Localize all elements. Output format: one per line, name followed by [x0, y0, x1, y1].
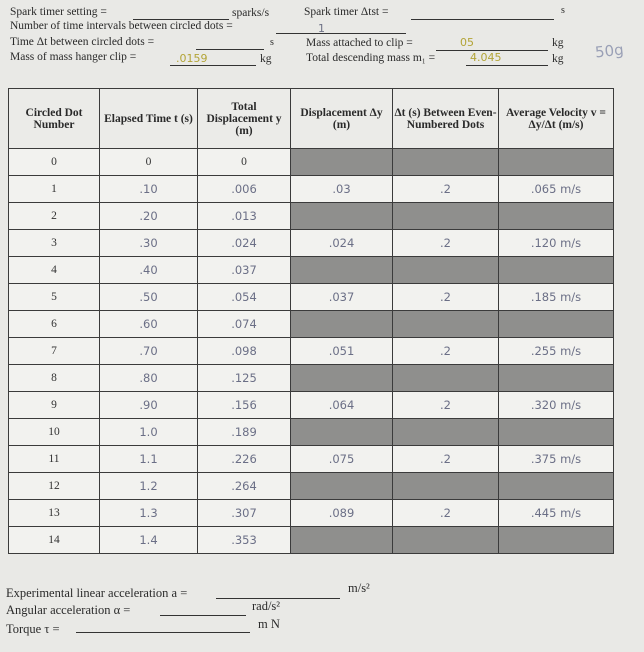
intervals-blank[interactable]	[276, 33, 406, 34]
average-velocity-cell[interactable]	[499, 257, 614, 284]
elapsed-time-cell[interactable]: .20	[100, 203, 198, 230]
average-velocity-cell[interactable]	[499, 311, 614, 338]
time-dt-unit: s	[270, 37, 274, 48]
delta-t-cell[interactable]	[393, 311, 499, 338]
delta-t-cell[interactable]: .2	[393, 338, 499, 365]
average-velocity-cell[interactable]	[499, 149, 614, 176]
dot-number-cell[interactable]: 5	[9, 284, 100, 311]
header-total-displacement: Total Displacement y (m)	[198, 89, 291, 149]
mass-clip-label: Mass attached to clip =	[306, 37, 413, 49]
displacement-cell[interactable]	[291, 149, 393, 176]
angular-accel-unit: rad/s²	[252, 599, 281, 613]
total-mass-value: 4.045	[470, 51, 502, 64]
torque-label: Torque τ =	[6, 622, 60, 636]
average-velocity-cell[interactable]	[499, 527, 614, 554]
total-displacement-cell[interactable]: .307	[198, 500, 291, 527]
average-velocity-cell[interactable]: .185 m/s	[499, 284, 614, 311]
table-header-row	[9, 89, 614, 149]
average-velocity-cell[interactable]: .320 m/s	[499, 392, 614, 419]
elapsed-time-cell[interactable]: .80	[100, 365, 198, 392]
mass-clip-value: 05	[460, 36, 474, 49]
table-body	[9, 149, 614, 554]
mass-hanger-unit: kg	[260, 53, 272, 65]
displacement-cell[interactable]: .051	[291, 338, 393, 365]
dot-number-cell[interactable]: 12	[9, 473, 100, 500]
header-delta-t: Δt (s) Between Even-Numbered Dots	[393, 89, 499, 149]
dot-number-cell[interactable]: 7	[9, 338, 100, 365]
torque-unit: m N	[258, 617, 280, 631]
delta-t-cell[interactable]: .2	[393, 176, 499, 203]
displacement-cell[interactable]: .037	[291, 284, 393, 311]
total-displacement-cell[interactable]: .353	[198, 527, 291, 554]
total-displacement-cell[interactable]: .013	[198, 203, 291, 230]
spark-timer-dt-unit: s	[561, 5, 565, 16]
total-displacement-cell[interactable]: .226	[198, 446, 291, 473]
average-velocity-cell[interactable]: .120 m/s	[499, 230, 614, 257]
delta-t-cell[interactable]	[393, 473, 499, 500]
table-row	[9, 473, 614, 500]
total-displacement-cell[interactable]: 0	[198, 149, 291, 176]
table-row	[9, 500, 614, 527]
spark-timer-dt-blank[interactable]	[411, 19, 554, 20]
average-velocity-cell[interactable]: .065 m/s	[499, 176, 614, 203]
table-row	[9, 527, 614, 554]
delta-t-cell[interactable]: .2	[393, 446, 499, 473]
dot-number-cell[interactable]: 6	[9, 311, 100, 338]
delta-t-cell[interactable]	[393, 203, 499, 230]
displacement-cell[interactable]	[291, 257, 393, 284]
linear-accel-unit: m/s²	[348, 581, 370, 595]
elapsed-time-cell[interactable]: 1.2	[100, 473, 198, 500]
table-row	[9, 149, 614, 176]
intervals-value: 1	[318, 22, 325, 35]
elapsed-time-cell[interactable]: 1.0	[100, 419, 198, 446]
displacement-cell[interactable]: .064	[291, 392, 393, 419]
delta-t-cell[interactable]	[393, 365, 499, 392]
table-row	[9, 311, 614, 338]
spark-timer-dt-label: Spark timer Δtst =	[304, 6, 389, 18]
total-mass-label: Total descending mass m₁ =	[306, 52, 436, 64]
displacement-cell[interactable]	[291, 527, 393, 554]
displacement-cell[interactable]	[291, 365, 393, 392]
dot-number-cell[interactable]: 1	[9, 176, 100, 203]
delta-t-cell[interactable]: .2	[393, 392, 499, 419]
total-displacement-cell[interactable]: .024	[198, 230, 291, 257]
average-velocity-cell[interactable]	[499, 203, 614, 230]
displacement-cell[interactable]	[291, 473, 393, 500]
dot-number-cell[interactable]: 4	[9, 257, 100, 284]
delta-t-cell[interactable]	[393, 257, 499, 284]
header-dot-number: Circled Dot Number	[9, 89, 100, 149]
time-dt-blank[interactable]	[196, 49, 264, 50]
margin-note: 50g	[594, 40, 625, 62]
elapsed-time-cell[interactable]: 1.4	[100, 527, 198, 554]
dot-number-cell[interactable]: 0	[9, 149, 100, 176]
elapsed-time-cell[interactable]: 0	[100, 149, 198, 176]
dot-number-cell[interactable]: 3	[9, 230, 100, 257]
average-velocity-cell[interactable]	[499, 365, 614, 392]
dot-number-cell[interactable]: 9	[9, 392, 100, 419]
dot-number-cell[interactable]: 14	[9, 527, 100, 554]
delta-t-cell[interactable]	[393, 419, 499, 446]
elapsed-time-cell[interactable]: .50	[100, 284, 198, 311]
elapsed-time-cell[interactable]: 1.3	[100, 500, 198, 527]
total-mass-blank[interactable]	[466, 65, 548, 66]
time-dt-label: Time Δt between circled dots =	[10, 36, 155, 48]
table-row	[9, 392, 614, 419]
delta-t-cell[interactable]	[393, 149, 499, 176]
delta-t-cell[interactable]	[393, 527, 499, 554]
table-row	[9, 203, 614, 230]
table-row	[9, 338, 614, 365]
elapsed-time-cell[interactable]: .10	[100, 176, 198, 203]
delta-t-cell[interactable]: .2	[393, 500, 499, 527]
displacement-cell[interactable]: .03	[291, 176, 393, 203]
dot-number-cell[interactable]: 10	[9, 419, 100, 446]
total-displacement-cell[interactable]: .054	[198, 284, 291, 311]
average-velocity-cell[interactable]: .375 m/s	[499, 446, 614, 473]
elapsed-time-cell[interactable]: .70	[100, 338, 198, 365]
elapsed-time-cell[interactable]: .40	[100, 257, 198, 284]
elapsed-time-cell[interactable]: .60	[100, 311, 198, 338]
total-displacement-cell[interactable]: .037	[198, 257, 291, 284]
total-displacement-cell[interactable]: .189	[198, 419, 291, 446]
displacement-cell[interactable]: .089	[291, 500, 393, 527]
average-velocity-cell[interactable]	[499, 419, 614, 446]
dot-number-cell[interactable]: 2	[9, 203, 100, 230]
delta-t-cell[interactable]: .2	[393, 284, 499, 311]
elapsed-time-cell[interactable]: 1.1	[100, 446, 198, 473]
total-displacement-cell[interactable]: .074	[198, 311, 291, 338]
table-row	[9, 365, 614, 392]
table-row	[9, 446, 614, 473]
average-velocity-cell[interactable]	[499, 473, 614, 500]
mass-clip-unit: kg	[552, 37, 564, 49]
data-table	[8, 88, 614, 554]
total-mass-unit: kg	[552, 53, 564, 65]
total-displacement-cell[interactable]: .125	[198, 365, 291, 392]
dot-number-cell[interactable]: 8	[9, 365, 100, 392]
displacement-cell[interactable]: .024	[291, 230, 393, 257]
dot-number-cell[interactable]: 11	[9, 446, 100, 473]
header-displacement: Displacement Δy (m)	[291, 89, 393, 149]
angular-accel-blank[interactable]	[160, 615, 246, 616]
linear-accel-label: Experimental linear acceleration a =	[6, 586, 188, 600]
displacement-cell[interactable]	[291, 203, 393, 230]
table-row	[9, 284, 614, 311]
spark-timer-setting-unit: sparks/s	[232, 7, 270, 19]
mass-hanger-label: Mass of mass hanger clip =	[10, 51, 137, 63]
dot-number-cell[interactable]: 13	[9, 500, 100, 527]
table-row	[9, 176, 614, 203]
intervals-label: Number of time intervals between circled dots =	[10, 20, 233, 32]
average-velocity-cell[interactable]: .445 m/s	[499, 500, 614, 527]
total-displacement-cell[interactable]: .006	[198, 176, 291, 203]
total-displacement-cell[interactable]: .098	[198, 338, 291, 365]
displacement-cell[interactable]	[291, 419, 393, 446]
spark-timer-setting-label: Spark timer setting =	[10, 6, 107, 18]
header-average-velocity: Average Velocity v = Δy/Δt (m/s)	[499, 89, 614, 149]
delta-t-cell[interactable]: .2	[393, 230, 499, 257]
angular-accel-label: Angular acceleration α =	[6, 603, 131, 617]
torque-blank[interactable]	[76, 632, 250, 633]
average-velocity-cell[interactable]: .255 m/s	[499, 338, 614, 365]
table-row	[9, 419, 614, 446]
total-displacement-cell[interactable]: .156	[198, 392, 291, 419]
elapsed-time-cell[interactable]: .30	[100, 230, 198, 257]
header-elapsed-time: Elapsed Time t (s)	[100, 89, 198, 149]
elapsed-time-cell[interactable]: .90	[100, 392, 198, 419]
table-row	[9, 257, 614, 284]
table-row	[9, 230, 614, 257]
mass-hanger-value: .0159	[176, 52, 208, 65]
mass-hanger-blank[interactable]	[170, 65, 256, 66]
displacement-cell[interactable]: .075	[291, 446, 393, 473]
displacement-cell[interactable]	[291, 311, 393, 338]
total-displacement-cell[interactable]: .264	[198, 473, 291, 500]
